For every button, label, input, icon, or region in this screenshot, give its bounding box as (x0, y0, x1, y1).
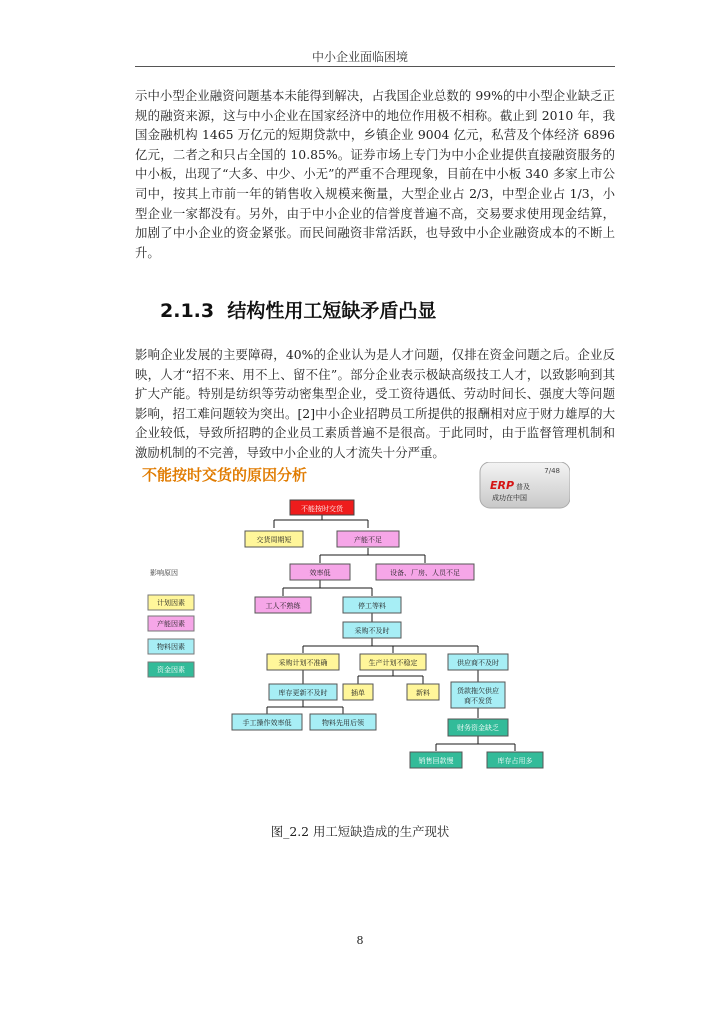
legend-item-finance: 资金因素 (157, 666, 185, 674)
badge-line2: 成功在中国 (492, 494, 527, 502)
svg-text:供应商不及时: 供应商不及时 (457, 659, 499, 667)
node-manual-low (232, 714, 302, 730)
svg-text:采购不及时: 采购不及时 (354, 627, 390, 635)
paragraph-financing: 示中小型企业融资问题基本未能得到解决，占我国企业总数的 99%的中小型企业缺乏正规的融资来源，这与中小企业在国家经济中的地位作用极不相称。截止到 2010 年，我国金融机构 1465 万亿元的短期贷款中，乡镇企业 9004 亿元，私营及个体经济 6896 亿元，二者之和只占全国的 10.85%。证券市场上专门为中小企业提供直接融资服务的中小板，出现了“大多、中少、小无”的严重不合理现象，目前在中小板 340 多家上市公司中，按其上市前一年的销售收入规模来衡量，大型企业占 2/3，中型企业占 1/3，小型企业一家都没有。另外，由于中小企业的信誉度普遍不高，交易要求使用现金结算，加剧了中小企业的资金紧张。而民间融资非常活跃，也导致中小企业融资成本的不断上升。 (135, 88, 615, 260)
payment-owed-label-2: 商不发货 (464, 697, 492, 705)
svg-text:销售回款慢: 销售回款慢 (418, 757, 454, 765)
diagram-title: 不能按时交货的原因分析 (142, 466, 308, 484)
svg-text:插单: 插单 (351, 689, 365, 697)
svg-text:采购计划不准确: 采购计划不准确 (278, 659, 328, 667)
node-new-material (407, 684, 439, 700)
svg-text:交货周期短: 交货周期短 (256, 536, 292, 544)
paragraph-labor: 影响企业发展的主要障碍，40%的企业认为是人才问题，仅排在资金问题之后。企业反映，人才“招不来、用不上、留不住”。部分企业表示极缺高级技工人才，以致影响到其扩大产能。特别是纺织等劳动密集型企业，受工资待遇低、劳动时间长、强度大等问题影响，招工难问题较为突出。[2]中小企业招聘员工所提供的报酬相对应于财力雄厚的大企业较低，导致所招聘的企业员工素质普遍不是很高。于此同时，由于监督管理机制和激励机制的不完善，导致中小企业的人才流失十分严重。 (135, 347, 615, 460)
badge-page: 7/48 (544, 467, 560, 475)
svg-text:工人不熟练: 工人不熟练 (265, 602, 301, 610)
figure-caption: 图_2.2 用工短缺造成的生产现状 (270, 824, 450, 839)
node-purchase-late (343, 622, 401, 638)
node-receivable (410, 752, 462, 768)
svg-text:不能按时交货: 不能按时交货 (301, 505, 343, 513)
node-capacity-low (337, 531, 399, 547)
erp-badge (480, 462, 570, 508)
node-finance-short (448, 719, 508, 736)
svg-text:库存占用多: 库存占用多 (497, 757, 533, 765)
cause-diagram (140, 462, 570, 782)
svg-text:产能不足: 产能不足 (354, 536, 382, 544)
svg-text:新料: 新料 (416, 689, 430, 697)
node-worker-unskilled (255, 597, 311, 613)
svg-text:财务资金缺乏: 财务资金缺乏 (457, 724, 499, 732)
section-number: 2.1.3 (160, 300, 215, 322)
badge-brand: ERP (490, 479, 515, 492)
node-supplier-late (448, 654, 508, 670)
node-inventory-update (269, 684, 337, 700)
running-header: 中小企业面临困境 (311, 50, 408, 64)
node-efficiency-low (290, 564, 350, 580)
payment-owed-label: 货款拖欠供应 (457, 687, 499, 695)
section-title: 结构性用工短缺矛盾凸显 (227, 300, 437, 322)
svg-text:停工等料: 停工等料 (358, 602, 386, 610)
svg-text:库存更新不及时: 库存更新不及时 (278, 689, 328, 697)
node-root (290, 500, 354, 515)
node-equipment (376, 564, 474, 580)
svg-text:设备、厂房、人员不足: 设备、厂房、人员不足 (390, 569, 460, 577)
node-material-first (310, 714, 376, 730)
svg-text:生产计划不稳定: 生产计划不稳定 (368, 659, 418, 667)
svg-text:物料先用后领: 物料先用后领 (322, 719, 364, 727)
header-rule (135, 66, 615, 67)
legend-item-capacity: 产能因素 (157, 620, 185, 628)
svg-text:效率低: 效率低 (309, 569, 331, 577)
node-purchase-plan (267, 654, 339, 670)
svg-text:手工操作效率低: 手工操作效率低 (242, 719, 292, 727)
node-rush-order (343, 684, 373, 700)
node-payment-owed (451, 682, 505, 708)
section-heading (160, 296, 436, 323)
legend-heading: 影响原因 (150, 569, 178, 577)
node-stop-material (343, 597, 401, 613)
node-stock-used (487, 752, 543, 768)
node-production-plan (360, 654, 426, 670)
node-delivery-short (245, 531, 303, 547)
page-number: 8 (356, 934, 364, 947)
legend-item-material: 物料因素 (157, 643, 185, 651)
badge-line1: 普及 (516, 483, 530, 491)
legend-item-plan: 计划因素 (157, 599, 185, 607)
